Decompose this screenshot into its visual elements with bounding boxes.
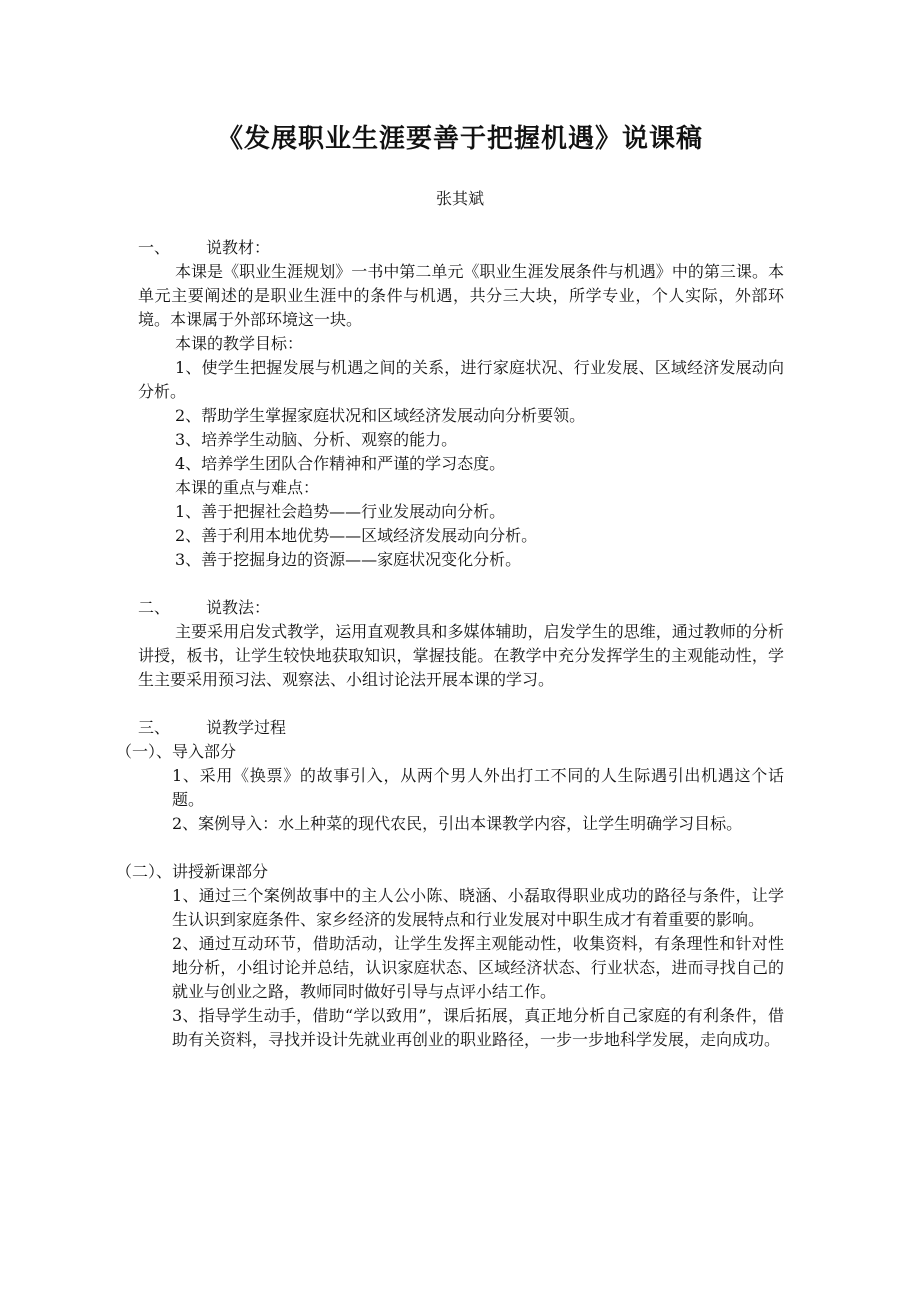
spacer — [138, 572, 784, 596]
part-2-heading: （二）、讲授新课部分 — [116, 862, 269, 881]
part-1-heading: （一）、导入部分 — [116, 742, 237, 761]
section-1-title: 说教材： — [206, 238, 271, 257]
key-point-item: 2、善于利用本地优势——区域经济发展动向分析。 — [175, 526, 538, 545]
part-2-step: 1、通过三个案例故事中的主人公小陈、晓涵、小磊取得职业成功的路径与条件，让学生认识到家庭条件、家乡经济的发展特点和行业发展对中职生成才有着重要的影响。 — [172, 886, 784, 929]
section-3-number: 三、 — [138, 718, 171, 737]
section-2-text: 主要采用启发式教学，运用直观教具和多媒体辅助，启发学生的思维，通过教师的分析讲授，板书，让学生较快地获取知识，掌握技能。在教学中充分发挥学生的主观能动性，学生主要采用预习法、观察法、小组讨论法开展本课的学习。 — [138, 622, 784, 689]
document-title: 《发展职业生涯要善于把握机遇》说课稿 — [216, 124, 703, 154]
spacer — [138, 836, 784, 860]
section-1-heading — [138, 236, 784, 260]
section-2-number: 二、 — [138, 598, 171, 617]
key-point-item: 3、善于挖掘身边的资源——家庭状况变化分析。 — [175, 550, 522, 569]
section-1-intro: 本课是《职业生涯规划》一书中第二单元《职业生涯发展条件与机遇》中的第三课。本单元主要阐述的是职业生涯中的条件与机遇，共分三大块，所学专业，个人实际，外部环境。本课属于外部环境这一块。 — [138, 262, 784, 329]
goals-label: 本课的教学目标： — [175, 334, 304, 353]
part-1-step: 2、案例导入：水上种菜的现代农民，引出本课教学内容，让学生明确学习目标。 — [172, 814, 743, 833]
goal-item: 2、帮助学生掌握家庭状况和区域经济发展动向分析要领。 — [175, 406, 586, 425]
goal-item: 4、培养学生团队合作精神和严谨的学习态度。 — [175, 454, 506, 473]
part-2-step: 3、指导学生动手，借助“学以致用”，课后拓展，真正地分析自己家庭的有利条件，借助有关资料，寻找并设计先就业再创业的职业路径，一步一步地科学发展，走向成功。 — [172, 1006, 784, 1049]
section-1-number: 一、 — [138, 238, 171, 257]
document-author: 张其斌 — [435, 189, 484, 208]
part-1-step: 1、采用《换票》的故事引入，从两个男人外出打工不同的人生际遇引出机遇这个话题。 — [172, 766, 784, 809]
part-2-step: 2、通过互动环节，借助活动，让学生发挥主观能动性，收集资料，有条理性和针对性地分析，小组讨论并总结，认识家庭状态、区域经济状态、行业状态，进而寻找自己的就业与创业之路，教师同时做好引导与点评小结工作。 — [172, 934, 784, 1001]
key-point-item: 1、善于把握社会趋势——行业发展动向分析。 — [175, 502, 506, 521]
section-2-title: 说教法： — [206, 598, 271, 617]
key-points-label: 本课的重点与难点： — [175, 478, 320, 497]
section-2-heading — [138, 596, 784, 620]
section-3-title: 说教学过程 — [206, 718, 287, 737]
document-body — [116, 236, 784, 1052]
goal-item: 1、使学生把握发展与机遇之间的关系，进行家庭状况、行业发展、区域经济发展动向分析。 — [138, 358, 784, 401]
goal-item: 3、培养学生动脑、分析、观察的能力。 — [175, 430, 458, 449]
section-3-heading — [138, 716, 784, 740]
spacer — [138, 692, 784, 716]
